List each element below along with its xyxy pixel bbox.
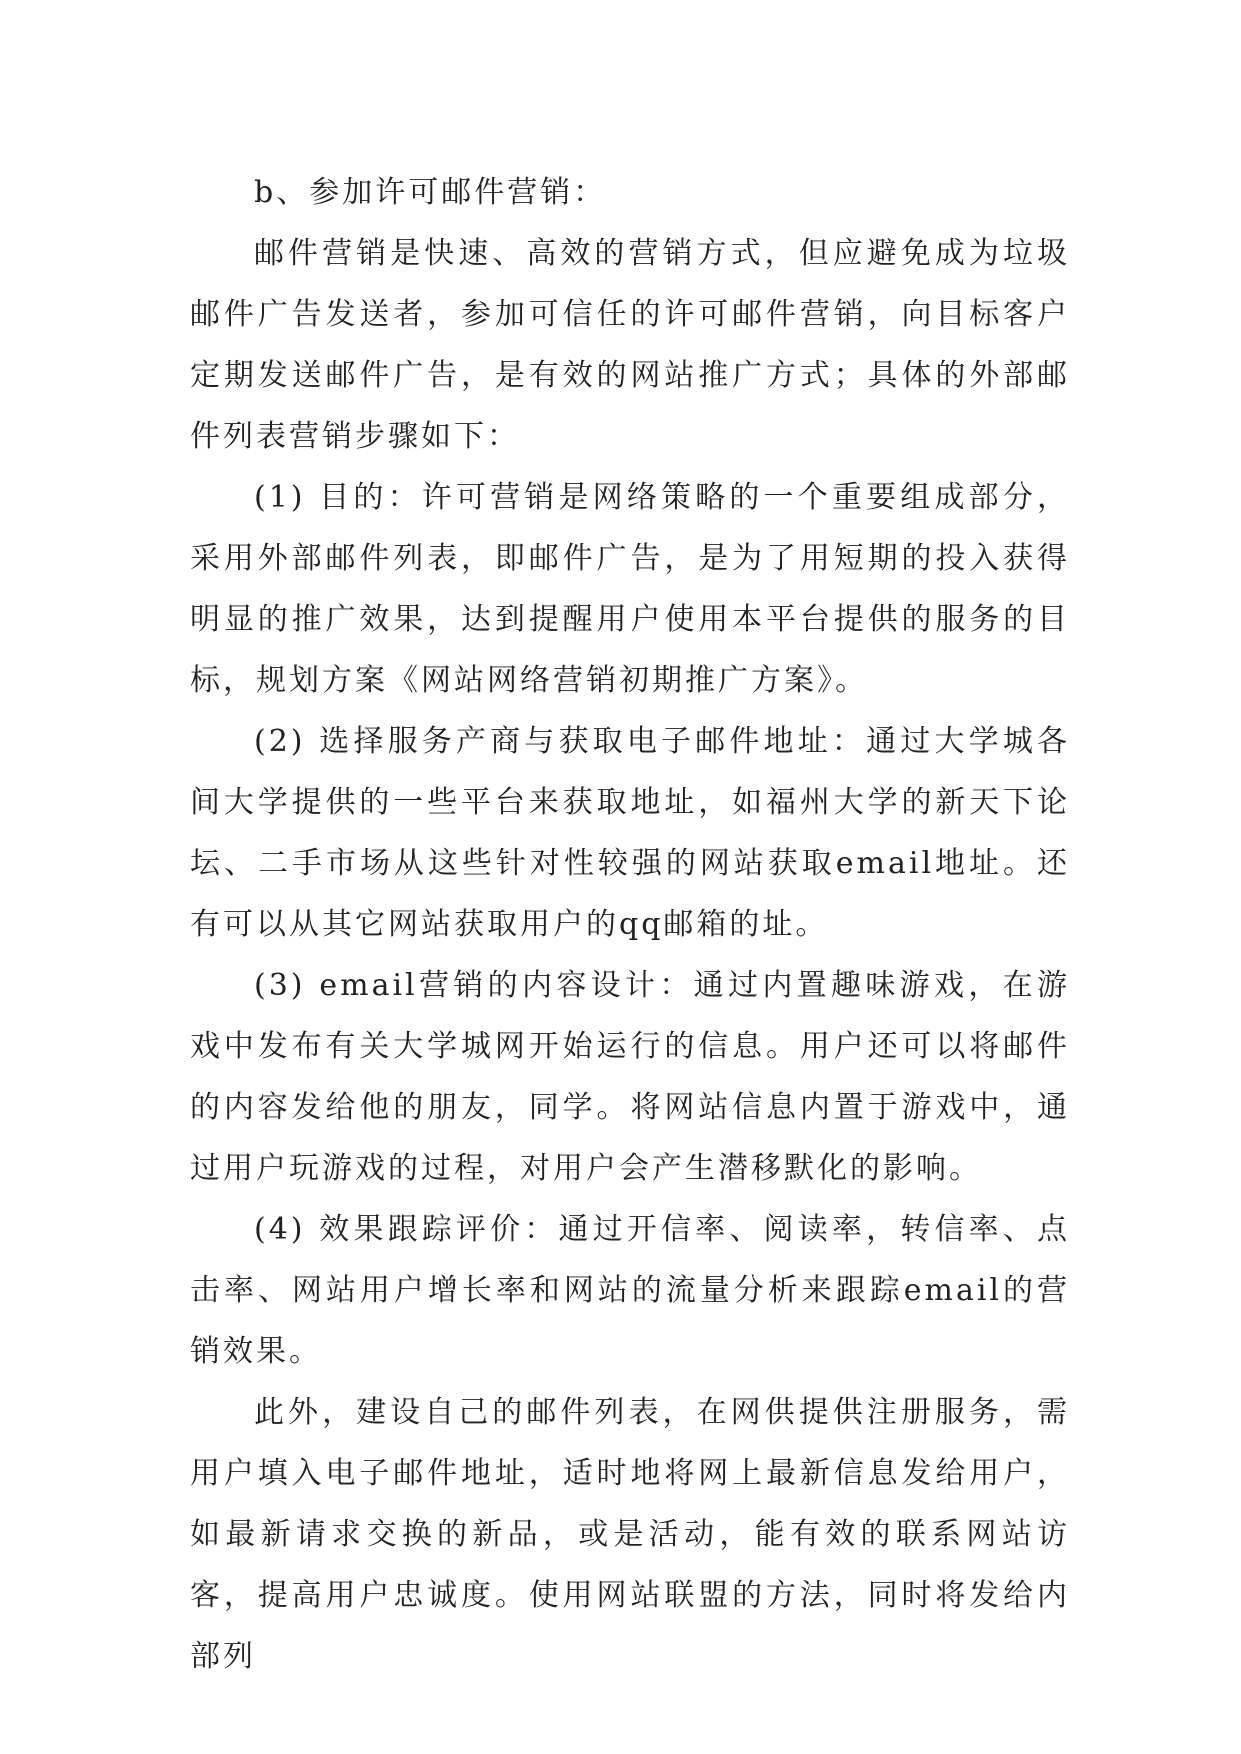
list-item-2-provider-selection: (2) 选择服务产商与获取电子邮件地址：通过大学城各间大学提供的一些平台来获取地址，如福州大学的新天下论坛、二手市场从这些针对性较强的网站获取email地址。还有可以从其它网站获取用户的qq邮箱的址。 xyxy=(190,724,1070,942)
body-text xyxy=(190,162,1070,1687)
list-item-1-purpose: (1) 目的：许可营销是网络策略的一个重要组成部分，采用外部邮件列表，即邮件广告，是为了用短期的投入获得明显的推广效果，达到提醒用户使用本平台提供的服务的目标，规划方案《网站网络营销初期推广方案》。 xyxy=(190,480,1070,698)
paragraph-additional: 此外，建设自己的邮件列表，在网供提供注册服务，需用户填入电子邮件地址，适时地将网上最新信息发给用户，如最新请求交换的新品，或是活动，能有效的联系网站访客，提高用户忠诚度。使用网站联盟的方法，同时将发给内部列 xyxy=(190,1395,1070,1674)
heading-permission-email-marketing: b、参加许可邮件营销： xyxy=(254,175,607,210)
list-item-4-tracking-evaluation: (4) 效果跟踪评价：通过开信率、阅读率，转信率、点击率、网站用户增长率和网站的流量分析来跟踪email的营销效果。 xyxy=(190,1212,1070,1369)
list-item-3-content-design: (3) email营销的内容设计：通过内置趣味游戏，在游戏中发布有关大学城网开始运行的信息。用户还可以将邮件的内容发给他的朋友，同学。将网站信息内置于游戏中，通过用户玩游戏的过程，对用户会产生潜移默化的影响。 xyxy=(190,968,1070,1186)
paragraph-intro: 邮件营销是快速、高效的营销方式，但应避免成为垃圾邮件广告发送者，参加可信任的许可邮件营销，向目标客户定期发送邮件广告，是有效的网站推广方式；具体的外部邮件列表营销步骤如下： xyxy=(190,236,1070,454)
